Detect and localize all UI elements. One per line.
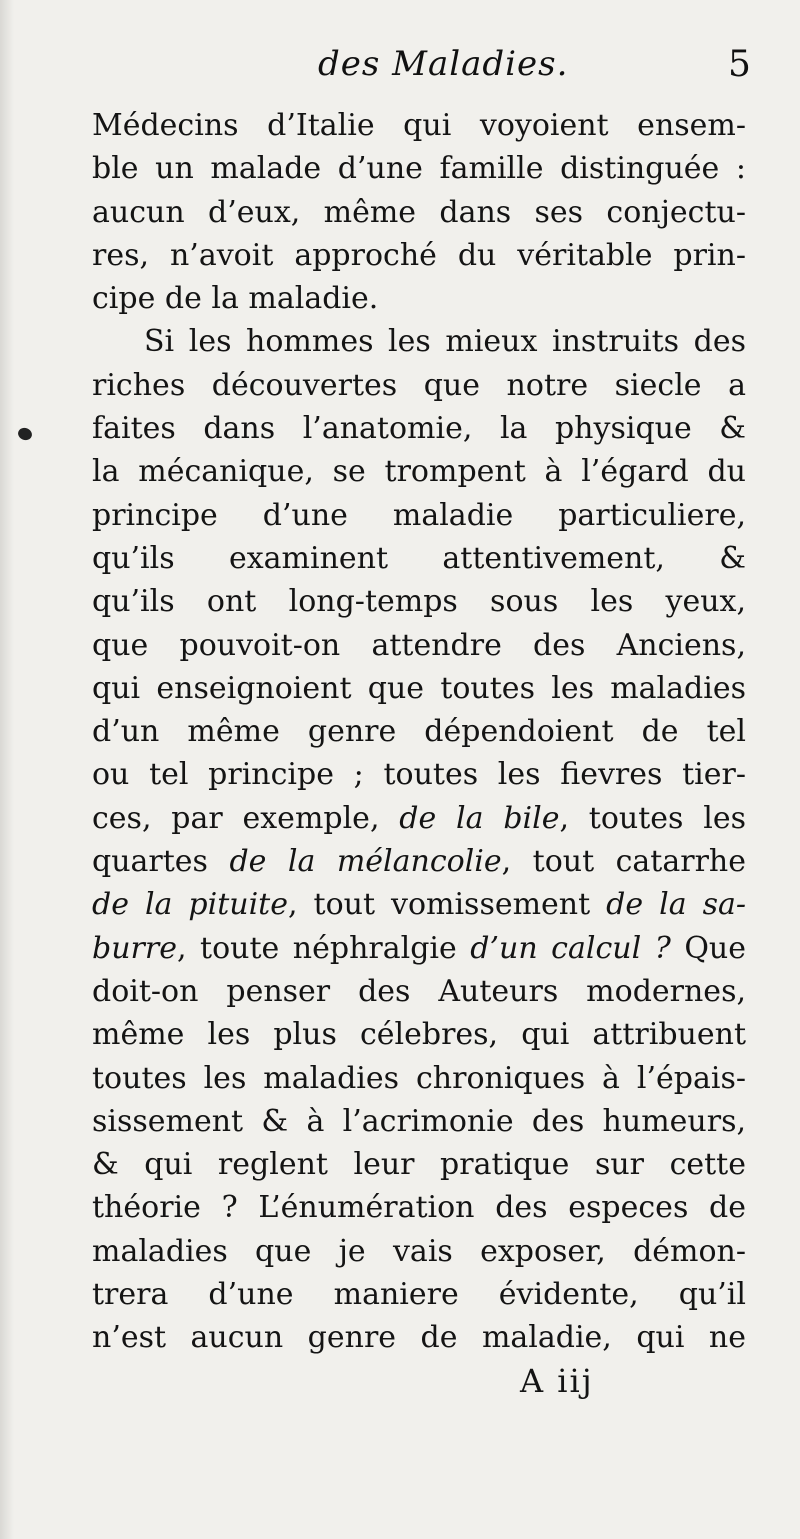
text-line: qui enseignoient que toutes les maladies	[92, 670, 746, 706]
text-line: la mécanique, se trompent à l’égard du	[92, 454, 746, 490]
text-line: faites dans l’anatomie, la physique &	[92, 411, 746, 447]
text-segment: quartes	[92, 844, 230, 880]
italic-phrase: burre	[92, 930, 177, 966]
page-header	[0, 44, 800, 104]
text-segment: , toutes les	[559, 800, 746, 836]
page-number: 5	[728, 44, 751, 85]
body-text	[92, 104, 746, 1360]
page-gutter-shadow	[0, 0, 14, 1539]
text-line: sissement & à l’acrimonie des humeurs,	[92, 1103, 746, 1139]
text-line: principe d’une maladie particuliere,	[92, 497, 746, 533]
signature-mark: A iij	[520, 1362, 594, 1400]
italic-phrase: de la pituite	[92, 887, 288, 923]
text-segment: ces, par exemple,	[92, 800, 400, 836]
text-line: res, n’avoit approché du véritable prin-	[92, 237, 746, 273]
italic-phrase: de la sa-	[606, 887, 746, 923]
text-line: Si les hommes les mieux instruits des	[144, 324, 746, 360]
text-line: qu’ils examinent attentivement, &	[92, 540, 746, 576]
text-line: maladies que je vais exposer, démon-	[92, 1233, 746, 1269]
text-line: ble un malade d’une famille distinguée :	[92, 151, 746, 187]
text-line: n’est aucun genre de maladie, qui ne	[92, 1320, 746, 1356]
text-line: trera d’une maniere évidente, qu’il	[92, 1277, 746, 1313]
text-line: qu’ils ont long-temps sous les yeux,	[92, 584, 746, 620]
text-line	[92, 927, 746, 970]
text-line: Médecins d’Italie qui voyoient ensem-	[92, 108, 746, 143]
text-line: ou tel principe ; toutes les fievres tier-	[92, 757, 746, 793]
italic-phrase: de la mélancolie	[229, 844, 502, 880]
text-segment: , tout vomissement	[288, 887, 607, 923]
text-segment: , toute néphralgie	[176, 930, 471, 966]
text-line: doit-on penser des Auteurs modernes,	[92, 973, 746, 1009]
text-line: toutes les maladies chroniques à l’épais-	[92, 1060, 746, 1096]
text-line: théorie ? L’énumération des especes de	[92, 1190, 746, 1226]
text-segment: Que	[670, 930, 746, 966]
text-line: riches découvertes que notre siecle a	[92, 367, 746, 403]
text-line: & qui reglent leur pratique sur cette	[92, 1147, 746, 1183]
text-line: aucun d’eux, même dans ses conjectu-	[92, 194, 746, 230]
ink-blot-mark	[16, 426, 33, 442]
text-line	[92, 797, 746, 840]
italic-phrase: d’un calcul ?	[470, 930, 671, 966]
text-line: cipe de la maladie.	[92, 281, 379, 317]
running-head: des Maladies.	[318, 44, 569, 84]
text-line: que pouvoit-on attendre des Anciens,	[92, 627, 746, 663]
text-line: même les plus célebres, qui attribuent	[92, 1017, 746, 1053]
text-line	[92, 883, 746, 926]
text-line: d’un même genre dépendoient de tel	[92, 714, 746, 750]
text-line	[92, 840, 746, 883]
italic-phrase: de la bile	[399, 800, 560, 836]
text-segment: , tout catarrhe	[501, 844, 746, 880]
